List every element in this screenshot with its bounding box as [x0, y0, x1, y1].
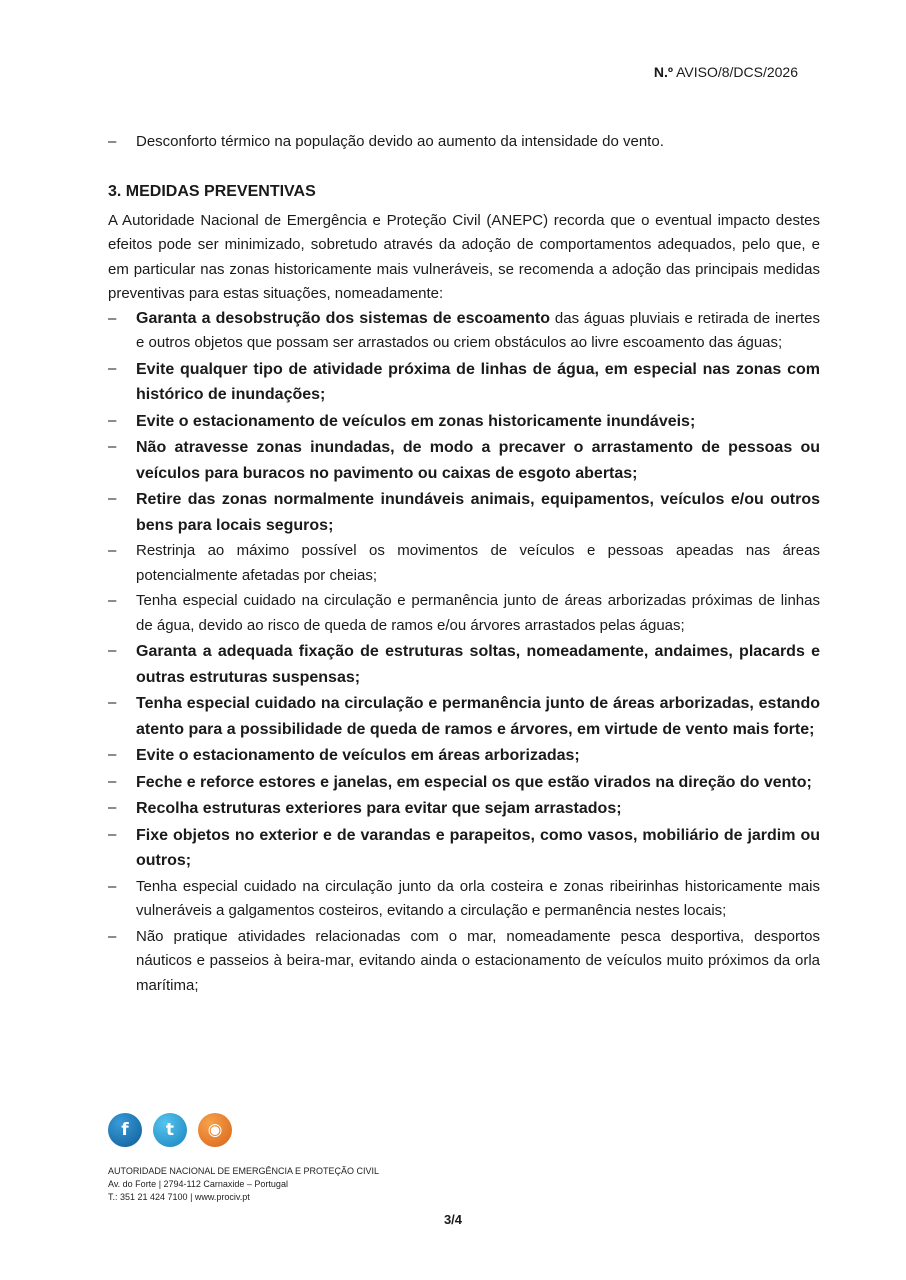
list-item	[108, 487, 820, 538]
list-item-body: das águas pluviais e retirada de inertes e outros objetos que possam ser arrastados ou criem obstáculos ao livre escoamento das águas;	[136, 309, 820, 351]
footer	[108, 1113, 379, 1204]
list-dash: –	[108, 359, 117, 377]
list-dash: –	[108, 438, 117, 455]
list-item-text	[136, 487, 820, 538]
list-item-emphasis: Garanta a adequada fixação de estruturas soltas, nomeadamente, andaimes, placards e outras estruturas suspensas;	[136, 643, 820, 686]
list-dash: –	[108, 133, 117, 150]
list-item-text: Desconforto térmico na população devido ao aumento da intensidade do vento.	[136, 133, 664, 150]
list-item-text	[136, 539, 820, 588]
organization-info	[108, 1165, 379, 1204]
list-dash: –	[108, 694, 117, 711]
list-item	[108, 130, 820, 155]
list-item-body: Não pratique atividades relacionadas com o mar, nomeadamente pesca desportiva, desportos náuticos e passeios à beira-mar, evitando ainda o estacionamento de veículos muito próximos da orla marítima;	[136, 927, 820, 994]
list-item-text	[136, 639, 820, 690]
list-item-text	[136, 743, 820, 769]
page-number: 3/4	[443, 1212, 463, 1227]
list-item	[108, 925, 820, 999]
list-dash: –	[108, 825, 117, 843]
list-item-text	[136, 823, 820, 874]
list-dash: –	[108, 927, 117, 945]
organization-address: Av. do Forte | 2794-112 Carnaxide – Portugal	[108, 1179, 288, 1189]
list-item	[108, 796, 820, 822]
list-dash: –	[108, 746, 117, 763]
list-item	[108, 875, 820, 924]
list-item-text	[136, 357, 820, 408]
list-item-emphasis: Feche e reforce estores e janelas, em especial os que estão virados na direção do vento;	[136, 773, 812, 791]
reference-prefix: N.º	[653, 64, 673, 80]
list-item-emphasis: Evite qualquer tipo de atividade próxima de linhas de água, em especial nas zonas com histórico de inundações;	[136, 360, 820, 403]
list-item-emphasis: Retire das zonas normalmente inundáveis animais, equipamentos, veículos e/ou outros bens para locais seguros;	[136, 491, 820, 534]
social-icons	[108, 1113, 379, 1147]
list-dash: –	[108, 642, 117, 659]
list-dash: –	[108, 592, 117, 609]
list-item-emphasis: Recolha estruturas exteriores para evitar que sejam arrastados;	[136, 800, 622, 817]
list-item-text	[136, 925, 820, 999]
measures-list	[108, 307, 820, 999]
list-item	[108, 589, 820, 638]
list-item-emphasis: Evite o estacionamento de veículos em zonas historicamente inundáveis;	[136, 412, 696, 430]
organization-contact: T.: 351 21 424 7100 | www.prociv.pt	[108, 1192, 250, 1202]
list-item-text	[136, 307, 820, 356]
twitter-icon[interactable]: t	[153, 1113, 187, 1147]
list-item-emphasis: Fixe objetos no exterior e de varandas e parapeitos, como vasos, mobiliário de jardim ou outros;	[136, 826, 820, 869]
document-reference	[654, 64, 798, 80]
list-dash: –	[108, 309, 117, 327]
reference-code: AVISO/8/DCS/2026	[676, 64, 798, 80]
list-dash: –	[108, 490, 117, 507]
list-item	[108, 357, 820, 408]
list-dash: –	[108, 799, 117, 816]
list-dash: –	[108, 772, 117, 790]
list-item-body: Tenha especial cuidado na circulação junto da orla costeira e zonas ribeirinhas historicamente mais vulneráveis a galgamentos costeiros, evitando a circulação e permanência nestes locais;	[136, 877, 820, 919]
list-dash: –	[108, 542, 117, 559]
section-title: 3. MEDIDAS PREVENTIVAS	[108, 182, 316, 200]
list-item-text	[136, 875, 820, 924]
main-content	[108, 130, 820, 999]
list-item-body: Tenha especial cuidado na circulação e permanência junto de áreas arborizadas próximas de linhas de água, devido ao risco de queda de ramos e/ou árvores arrastados pelas águas;	[136, 592, 820, 634]
list-item	[108, 435, 820, 486]
facebook-icon[interactable]: f	[108, 1113, 142, 1147]
organization-name: AUTORIDADE NACIONAL DE EMERGÊNCIA E PROTEÇÃO CIVIL	[108, 1166, 380, 1176]
list-item-text	[136, 770, 820, 796]
list-item	[108, 770, 820, 796]
list-item-text	[136, 435, 820, 486]
section-intro: A Autoridade Nacional de Emergência e Proteção Civil (ANEPC) recorda que o eventual impacto destes efeitos pode ser minimizado, sobretudo através da adoção de comportamentos adequados, pelo que, e em particular nas zonas historicamente mais vulneráveis, se recomenda a adoção das principais medidas preventivas para estas situações, nomeadamente:	[108, 211, 820, 302]
list-item-text	[136, 589, 820, 638]
list-item	[108, 307, 820, 356]
list-item-emphasis: Não atravesse zonas inundadas, de modo a precaver o arrastamento de pessoas ou veículos para buracos no pavimento ou caixas de esgoto abertas;	[136, 439, 820, 482]
list-item-emphasis: Tenha especial cuidado na circulação e permanência junto de áreas arborizadas, estando atento para a possibilidade de queda de ramos e árvores, em virtude de vento mais forte;	[136, 695, 820, 738]
list-item-text	[136, 796, 820, 822]
list-item-text	[136, 691, 820, 742]
rss-icon[interactable]: ◉	[198, 1113, 232, 1147]
list-item-body: Restrinja ao máximo possível os movimentos de veículos e pessoas apeadas nas áreas potencialmente afetadas por cheias;	[136, 542, 820, 584]
list-dash: –	[108, 411, 117, 429]
list-item-text	[136, 409, 820, 435]
list-item	[108, 409, 820, 435]
list-item-emphasis: Evite o estacionamento de veículos em áreas arborizadas;	[136, 747, 580, 764]
list-item	[108, 743, 820, 769]
list-item	[108, 539, 820, 588]
list-item	[108, 639, 820, 690]
list-dash: –	[108, 877, 117, 895]
list-item-emphasis: Garanta a desobstrução dos sistemas de escoamento	[136, 309, 551, 327]
list-item	[108, 823, 820, 874]
list-item	[108, 691, 820, 742]
